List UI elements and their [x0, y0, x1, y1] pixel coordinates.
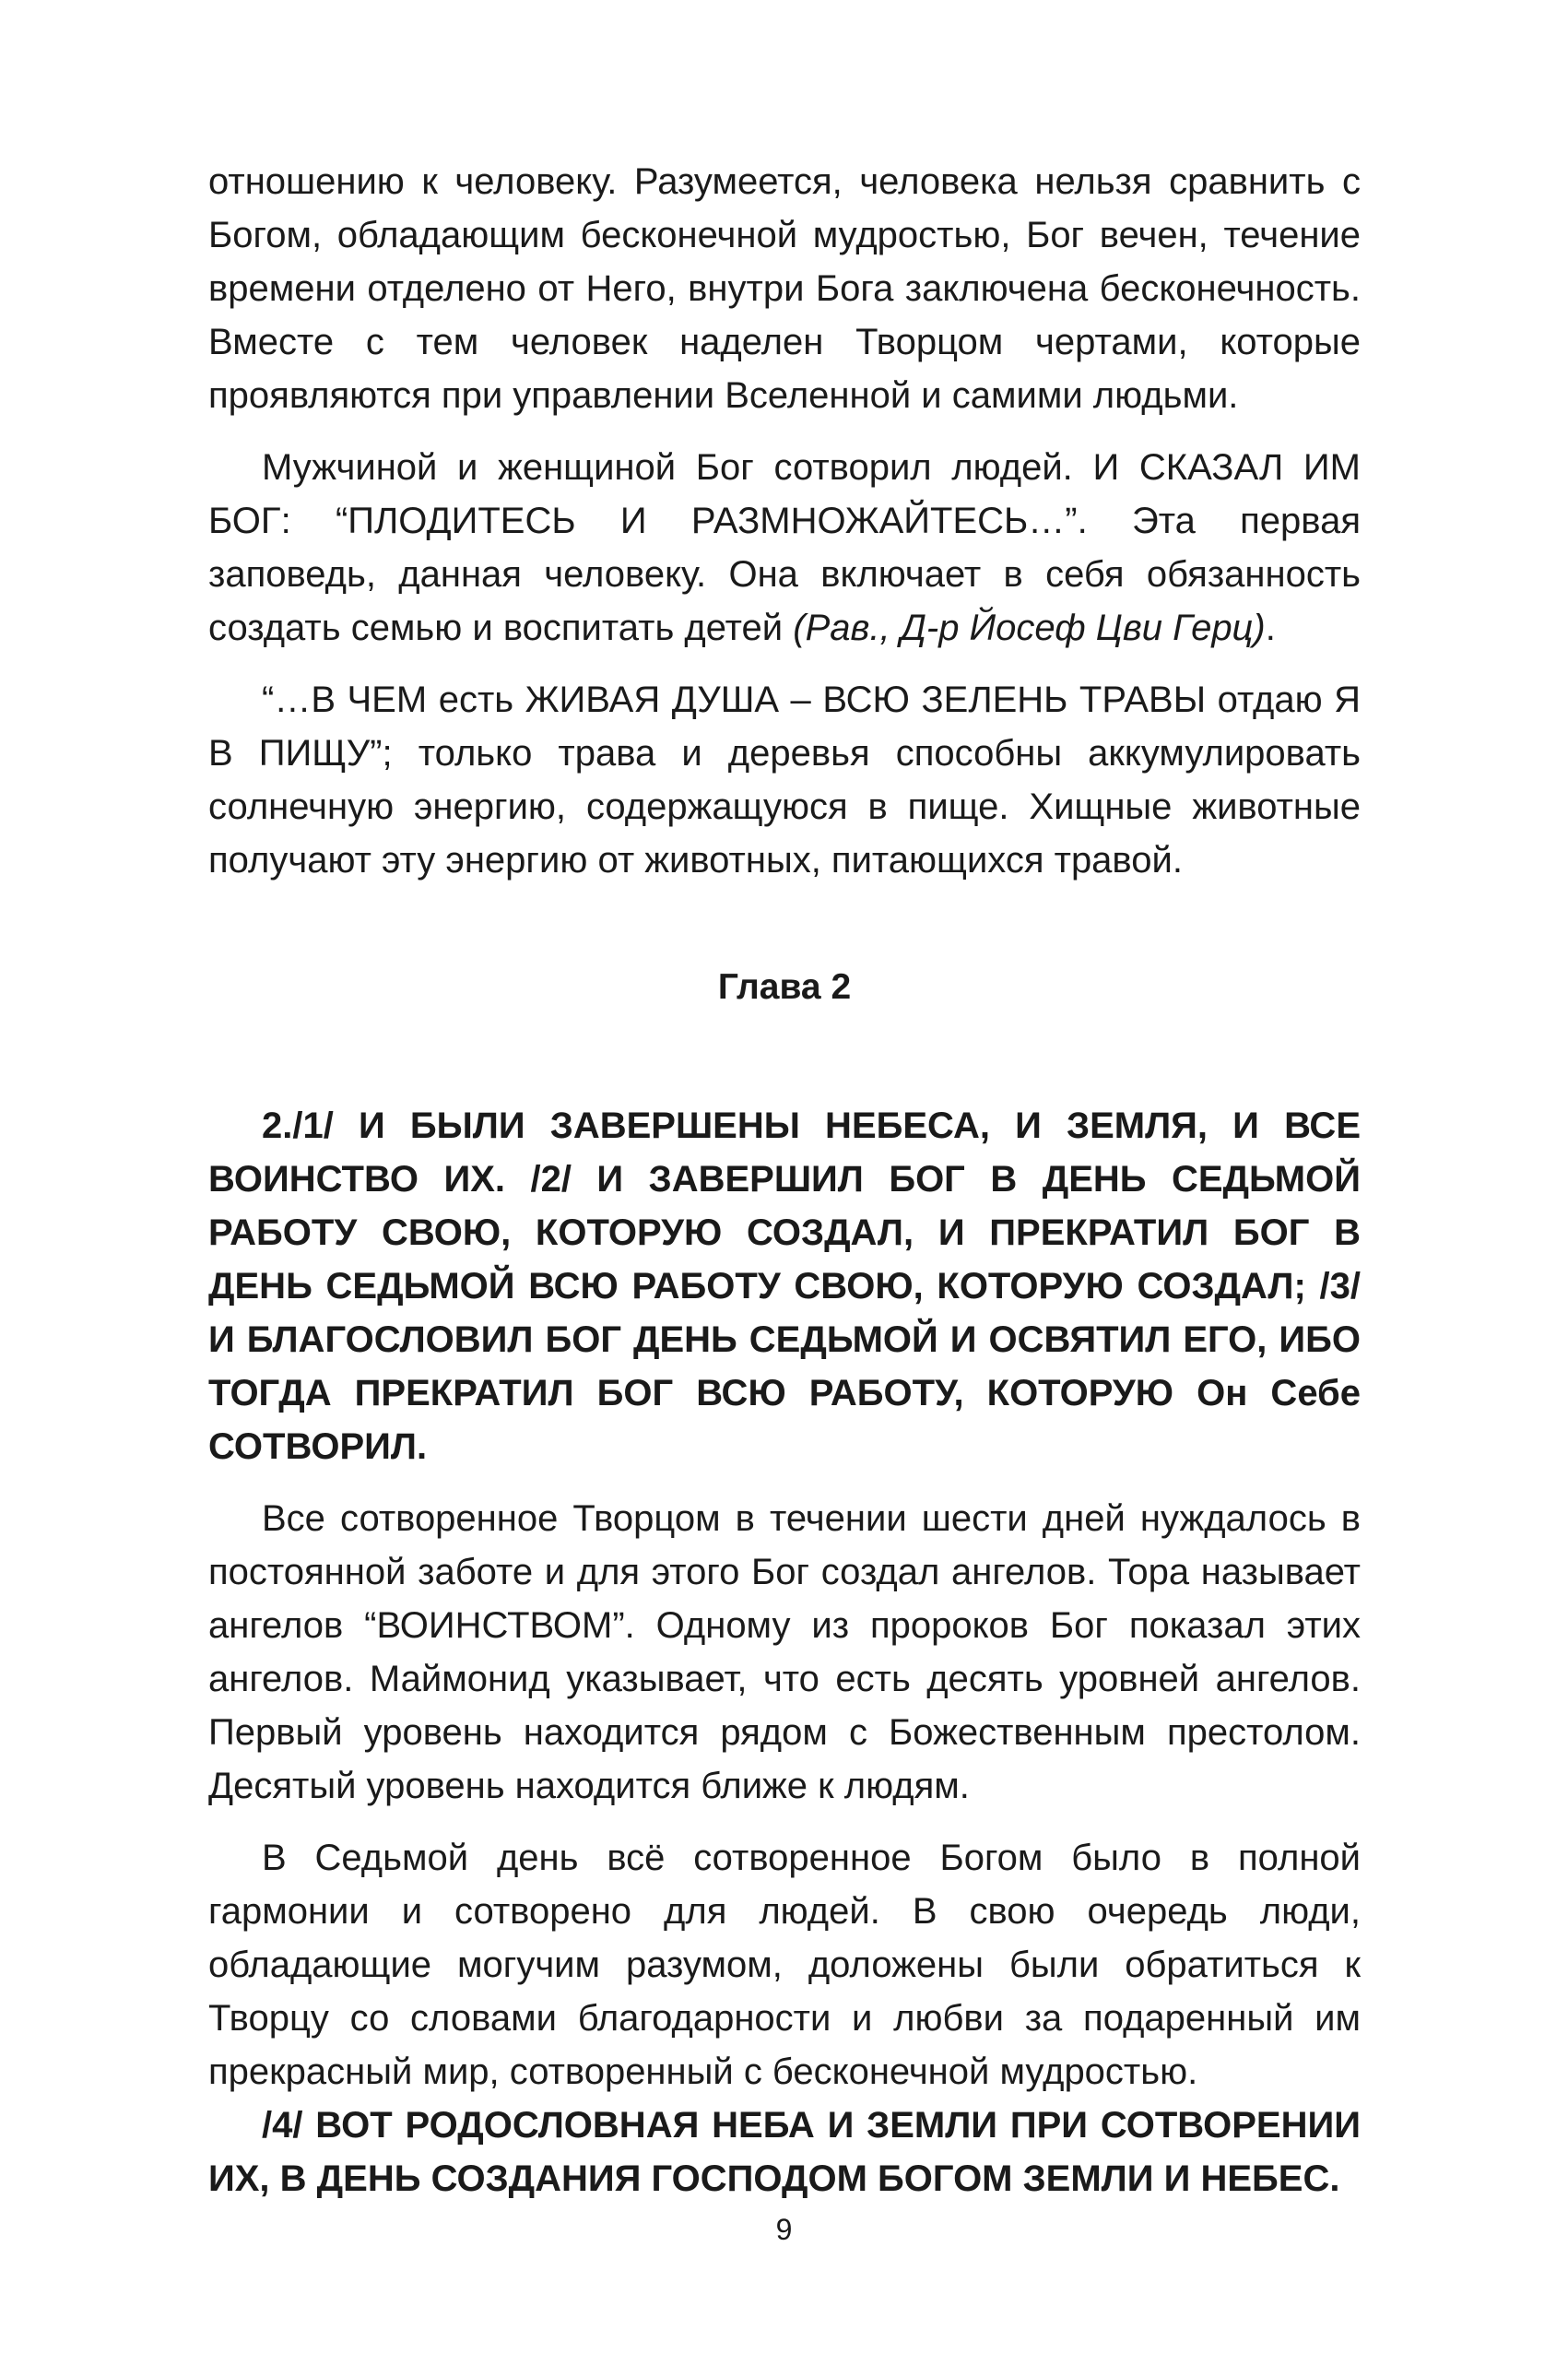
paragraph-first-commandment: [208, 441, 1361, 655]
page-body: [208, 155, 1361, 2205]
paragraph-text-end: .: [1265, 608, 1276, 648]
citation: (Рав., Д-р Йосеф Цви Герц): [793, 608, 1266, 648]
page-number: 9: [775, 2213, 793, 2246]
paragraph-text: Мужчиной и женщиной Бог сотворил людей. И СКАЗАЛ ИМ БОГ: “ПЛОДИТЕСЬ И РАЗМНОЖАЙТЕСЬ…”. Эта первая заповедь, данная человеку. Она включает в себя обязанность создать семью и воспитать детей: [208, 447, 1361, 648]
paragraph-living-soul: “…В ЧЕМ есть ЖИВАЯ ДУША – ВСЮ ЗЕЛЕНЬ ТРАВЫ отдаю Я В ПИЩУ”; только трава и деревья способны аккумулировать солнечную энергию, содержащуюся в пище. Хищные животные получают эту энергию от животных, питающихся травой.: [208, 680, 1361, 881]
chapter-title: Глава 2: [717, 967, 852, 1007]
verse-block-1: 2./1/ И БЫЛИ ЗАВЕРШЕНЫ НЕБЕСА, И ЗЕМЛЯ, И ВСЕ ВОИНСТВО ИХ. /2/ И ЗАВЕРШИЛ БОГ В ДЕНЬ СЕДЬМОЙ РАБОТУ СВОЮ, КОТОРУЮ СОЗДАЛ, И ПРЕКРАТИЛ БОГ В ДЕНЬ СЕДЬМОЙ ВСЮ РАБОТУ СВОЮ, КОТОРУЮ СОЗДАЛ; /3/ И БЛАГОСЛОВИЛ БОГ ДЕНЬ СЕДЬМОЙ И ОСВЯТИЛ ЕГО, ИБО ТОГДА ПРЕКРАТИЛ БОГ ВСЮ РАБОТУ, КОТОРУЮ Он Себе СОТВОРИЛ.: [208, 1106, 1361, 1467]
paragraph-angels: Все сотворенное Творцом в течении шести дней нуждалось в постоянной заботе и для этого Бог создал ангелов. Тора называет ангелов “ВОИНСТВОМ”. Одному из пророков Бог показал этих ангелов. Маймонид указывает, что есть десять уровней ангелов. Первый уровень находится рядом с Божественным престолом. Десятый уровень находится ближе к людям.: [208, 1498, 1361, 1806]
verse-block-2: /4/ ВОТ РОДОСЛОВНАЯ НЕБА И ЗЕМЛИ ПРИ СОТВОРЕНИИ ИХ, В ДЕНЬ СОЗДАНИЯ ГОСПОДОМ БОГОМ ЗЕМЛИ И НЕБЕС.: [208, 2105, 1361, 2199]
paragraph-continuation: отношению к человеку. Разумеется, человека нельзя сравнить с Богом, обладающим бесконечной мудростью, Бог вечен, течение времени отделено от Него, внутри Бога заключена бесконечность. Вместе с тем человек наделен Творцом чертами, которые проявляются при управлении Вселенной и самими людьми.: [208, 161, 1361, 416]
paragraph-seventh-day: В Седьмой день всё сотворенное Богом было в полной гармонии и сотворено для людей. В свою очередь люди, обладающие могучим разумом, доложены были обратиться к Творцу со словами благодарности и любви за подаренный им прекрасный мир, сотворенный с бесконечной мудростью.: [208, 1838, 1361, 2092]
